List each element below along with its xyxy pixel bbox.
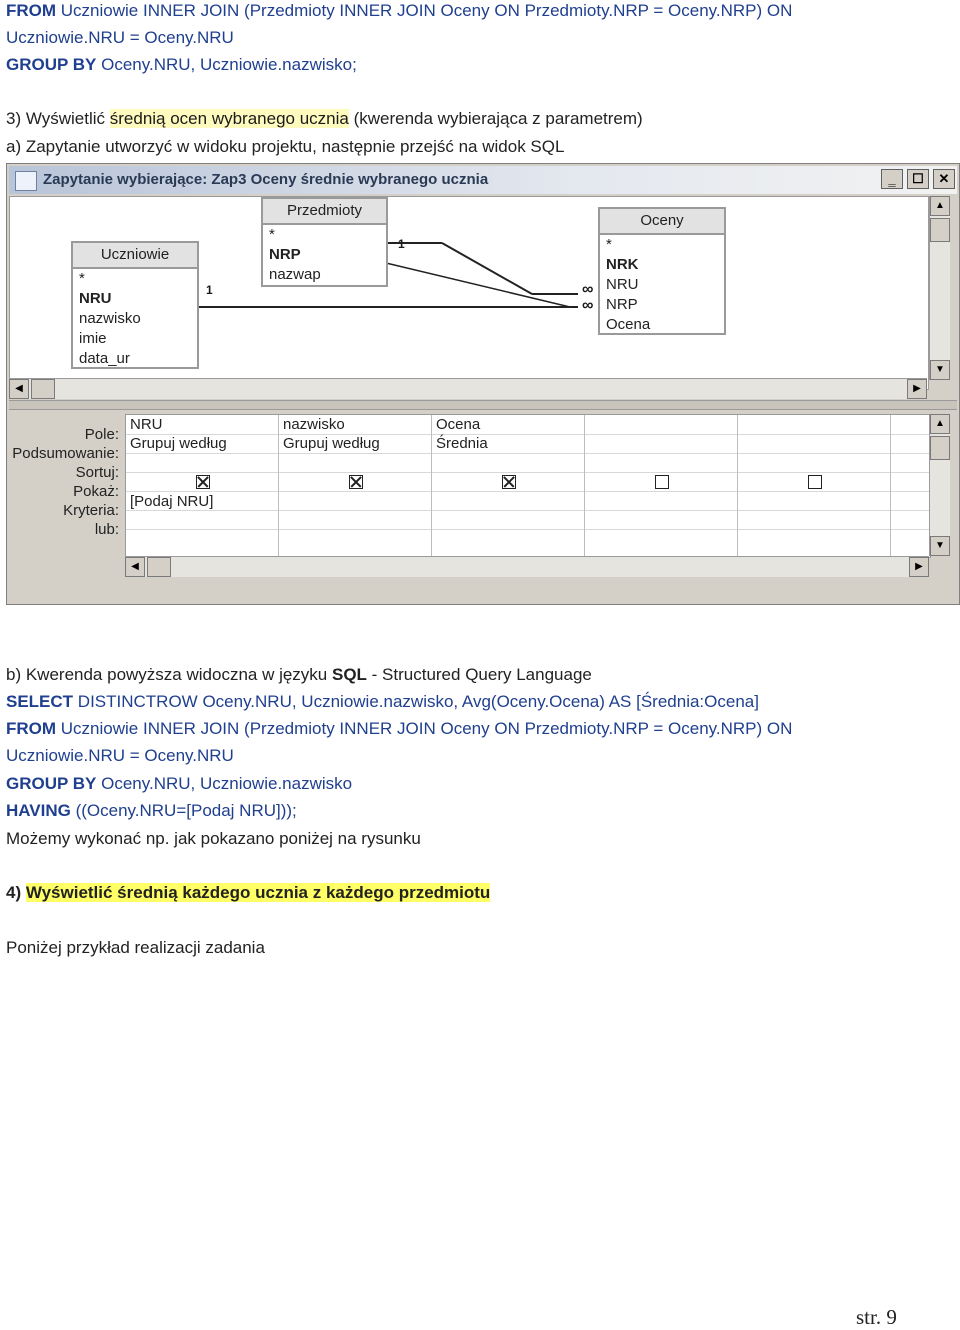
window-title: Zapytanie wybierające: Zap3 Oceny średnie wybranego ucznia — [43, 171, 489, 188]
close-button[interactable]: ✕ — [933, 169, 955, 189]
table-uczniowie-header[interactable]: Uczniowie — [73, 243, 197, 269]
field-nru[interactable]: NRU — [606, 276, 639, 293]
rel-many-nru: ∞ — [582, 297, 594, 314]
show-checkbox[interactable] — [196, 475, 210, 489]
scroll-down-icon[interactable]: ▼ — [930, 536, 950, 556]
join-line-nrp-b — [442, 243, 532, 294]
field-star[interactable]: * — [269, 226, 275, 243]
grid-total-cell[interactable]: Średnia — [436, 435, 488, 452]
query-design-window — [6, 163, 960, 605]
scroll-left-icon[interactable]: ◀ — [9, 379, 29, 399]
rel-many-nrp: ∞ — [582, 281, 594, 298]
grid-field-cell[interactable]: NRU — [130, 416, 163, 433]
show-checkbox[interactable] — [349, 475, 363, 489]
rel-one-nrp: 1 — [398, 237, 405, 251]
grid-column-3[interactable] — [432, 415, 585, 557]
sql-from-line: FROM Uczniowie INNER JOIN (Przedmioty INNER JOIN Oceny ON Przedmioty.NRP = Oceny.NRP) ON — [6, 719, 793, 738]
grid-label-sort: Sortuj: — [75, 464, 119, 481]
show-checkbox[interactable] — [502, 475, 516, 489]
sql-having-line: HAVING ((Oceny.NRU=[Podaj NRU])); — [6, 801, 297, 820]
field-nrk[interactable]: NRK — [606, 256, 639, 273]
grid-label-field: Pole: — [84, 426, 119, 443]
field-nrp[interactable]: NRP — [269, 246, 301, 263]
pane-splitter[interactable] — [9, 400, 957, 410]
table-oceny[interactable] — [598, 207, 726, 335]
grid-column-1[interactable] — [126, 415, 279, 557]
table-oceny-header[interactable]: Oceny — [600, 209, 724, 235]
example-note: Poniżej przykład realizacji zadania — [6, 938, 265, 957]
top-sql-line-1: FROM Uczniowie INNER JOIN (Przedmioty INNER JOIN Oceny ON Przedmioty.NRP = Oceny.NRP) ON — [6, 1, 793, 20]
field-imie[interactable]: imie — [79, 330, 107, 347]
scroll-thumb[interactable] — [147, 557, 171, 577]
sql-select-line: SELECT DISTINCTROW Oceny.NRU, Uczniowie.nazwisko, Avg(Oceny.Ocena) AS [Średnia:Ocena] — [6, 692, 759, 711]
maximize-button[interactable]: ☐ — [907, 169, 929, 189]
query-icon — [15, 171, 37, 191]
top-sql-line-3: GROUP BY Oceny.NRU, Uczniowie.nazwisko; — [6, 55, 357, 74]
join-line-cross — [386, 263, 570, 307]
task-4-highlight: Wyświetlić średnią każdego ucznia z każdego przedmiotu — [25, 883, 491, 902]
grid-column-2[interactable] — [279, 415, 432, 557]
rel-one-nru: 1 — [206, 283, 213, 297]
task-3-sub-a: a) Zapytanie utworzyć w widoku projektu, następnie przejść na widok SQL — [6, 137, 565, 156]
grid-label-criteria: Kryteria: — [63, 502, 119, 519]
grid-total-cell[interactable]: Grupuj według — [130, 435, 227, 452]
grid-vscrollbar[interactable] — [929, 414, 950, 556]
minimize-button[interactable]: ‗ — [881, 169, 903, 189]
field-nazwisko[interactable]: nazwisko — [79, 310, 141, 327]
design-grid — [125, 414, 931, 558]
show-checkbox[interactable] — [808, 475, 822, 489]
field-data-ur[interactable]: data_ur — [79, 350, 130, 367]
grid-label-total: Podsumowanie: — [12, 445, 119, 462]
scroll-right-icon[interactable]: ▶ — [907, 379, 927, 399]
scroll-right-icon[interactable]: ▶ — [909, 557, 929, 577]
table-pane-hscrollbar[interactable] — [9, 378, 927, 399]
scroll-thumb[interactable] — [31, 379, 55, 399]
field-ocena[interactable]: Ocena — [606, 316, 651, 333]
grid-column-4[interactable] — [585, 415, 738, 557]
grid-column-5[interactable] — [738, 415, 891, 557]
field-star[interactable]: * — [606, 236, 612, 253]
table-uczniowie[interactable] — [71, 241, 199, 369]
scroll-thumb[interactable] — [930, 218, 950, 242]
grid-label-or: lub: — [94, 521, 119, 538]
field-nru[interactable]: NRU — [79, 290, 112, 307]
sql-keyword-group-by: GROUP BY — [6, 55, 97, 74]
table-pane-vscrollbar[interactable] — [929, 196, 950, 380]
field-nrp[interactable]: NRP — [606, 296, 638, 313]
grid-total-cell[interactable]: Grupuj według — [283, 435, 380, 452]
section-b-note: Możemy wykonać np. jak pokazano poniżej na rysunku — [6, 829, 421, 848]
scroll-up-icon[interactable]: ▲ — [930, 196, 950, 216]
sql-keyword-from: FROM — [6, 1, 57, 20]
scroll-thumb[interactable] — [930, 436, 950, 460]
field-nazwap[interactable]: nazwap — [269, 266, 321, 283]
field-star[interactable]: * — [79, 270, 85, 287]
grid-criteria-cell[interactable]: [Podaj NRU] — [130, 493, 214, 510]
window-titlebar[interactable] — [9, 166, 957, 194]
task-3-highlight: średnią ocen wybranego ucznia — [109, 109, 349, 128]
table-przedmioty[interactable] — [261, 197, 388, 287]
sql-on-line: Uczniowie.NRU = Oceny.NRU — [6, 746, 234, 765]
grid-label-show: Pokaż: — [73, 483, 119, 500]
scroll-up-icon[interactable]: ▲ — [930, 414, 950, 434]
scroll-left-icon[interactable]: ◀ — [125, 557, 145, 577]
table-przedmioty-header[interactable]: Przedmioty — [263, 199, 386, 225]
section-b-intro: b) Kwerenda powyższa widoczna w języku SQL - Structured Query Language — [6, 665, 592, 684]
sql-group-by-line: GROUP BY Oceny.NRU, Uczniowie.nazwisko — [6, 774, 353, 793]
show-checkbox[interactable] — [655, 475, 669, 489]
table-pane — [9, 196, 929, 390]
page-number: str. 9 — [856, 1305, 897, 1329]
task-4-heading: 4) Wyświetlić średnią każdego ucznia z każdego przedmiotu — [6, 883, 491, 902]
grid-hscrollbar[interactable] — [125, 556, 929, 577]
task-3-heading: 3) Wyświetlić średnią ocen wybranego ucznia (kwerenda wybierająca z parametrem) — [6, 109, 643, 128]
scroll-down-icon[interactable]: ▼ — [930, 360, 950, 380]
top-sql-line-2: Uczniowie.NRU = Oceny.NRU — [6, 28, 234, 47]
grid-field-cell[interactable]: Ocena — [436, 416, 481, 433]
grid-field-cell[interactable]: nazwisko — [283, 416, 345, 433]
